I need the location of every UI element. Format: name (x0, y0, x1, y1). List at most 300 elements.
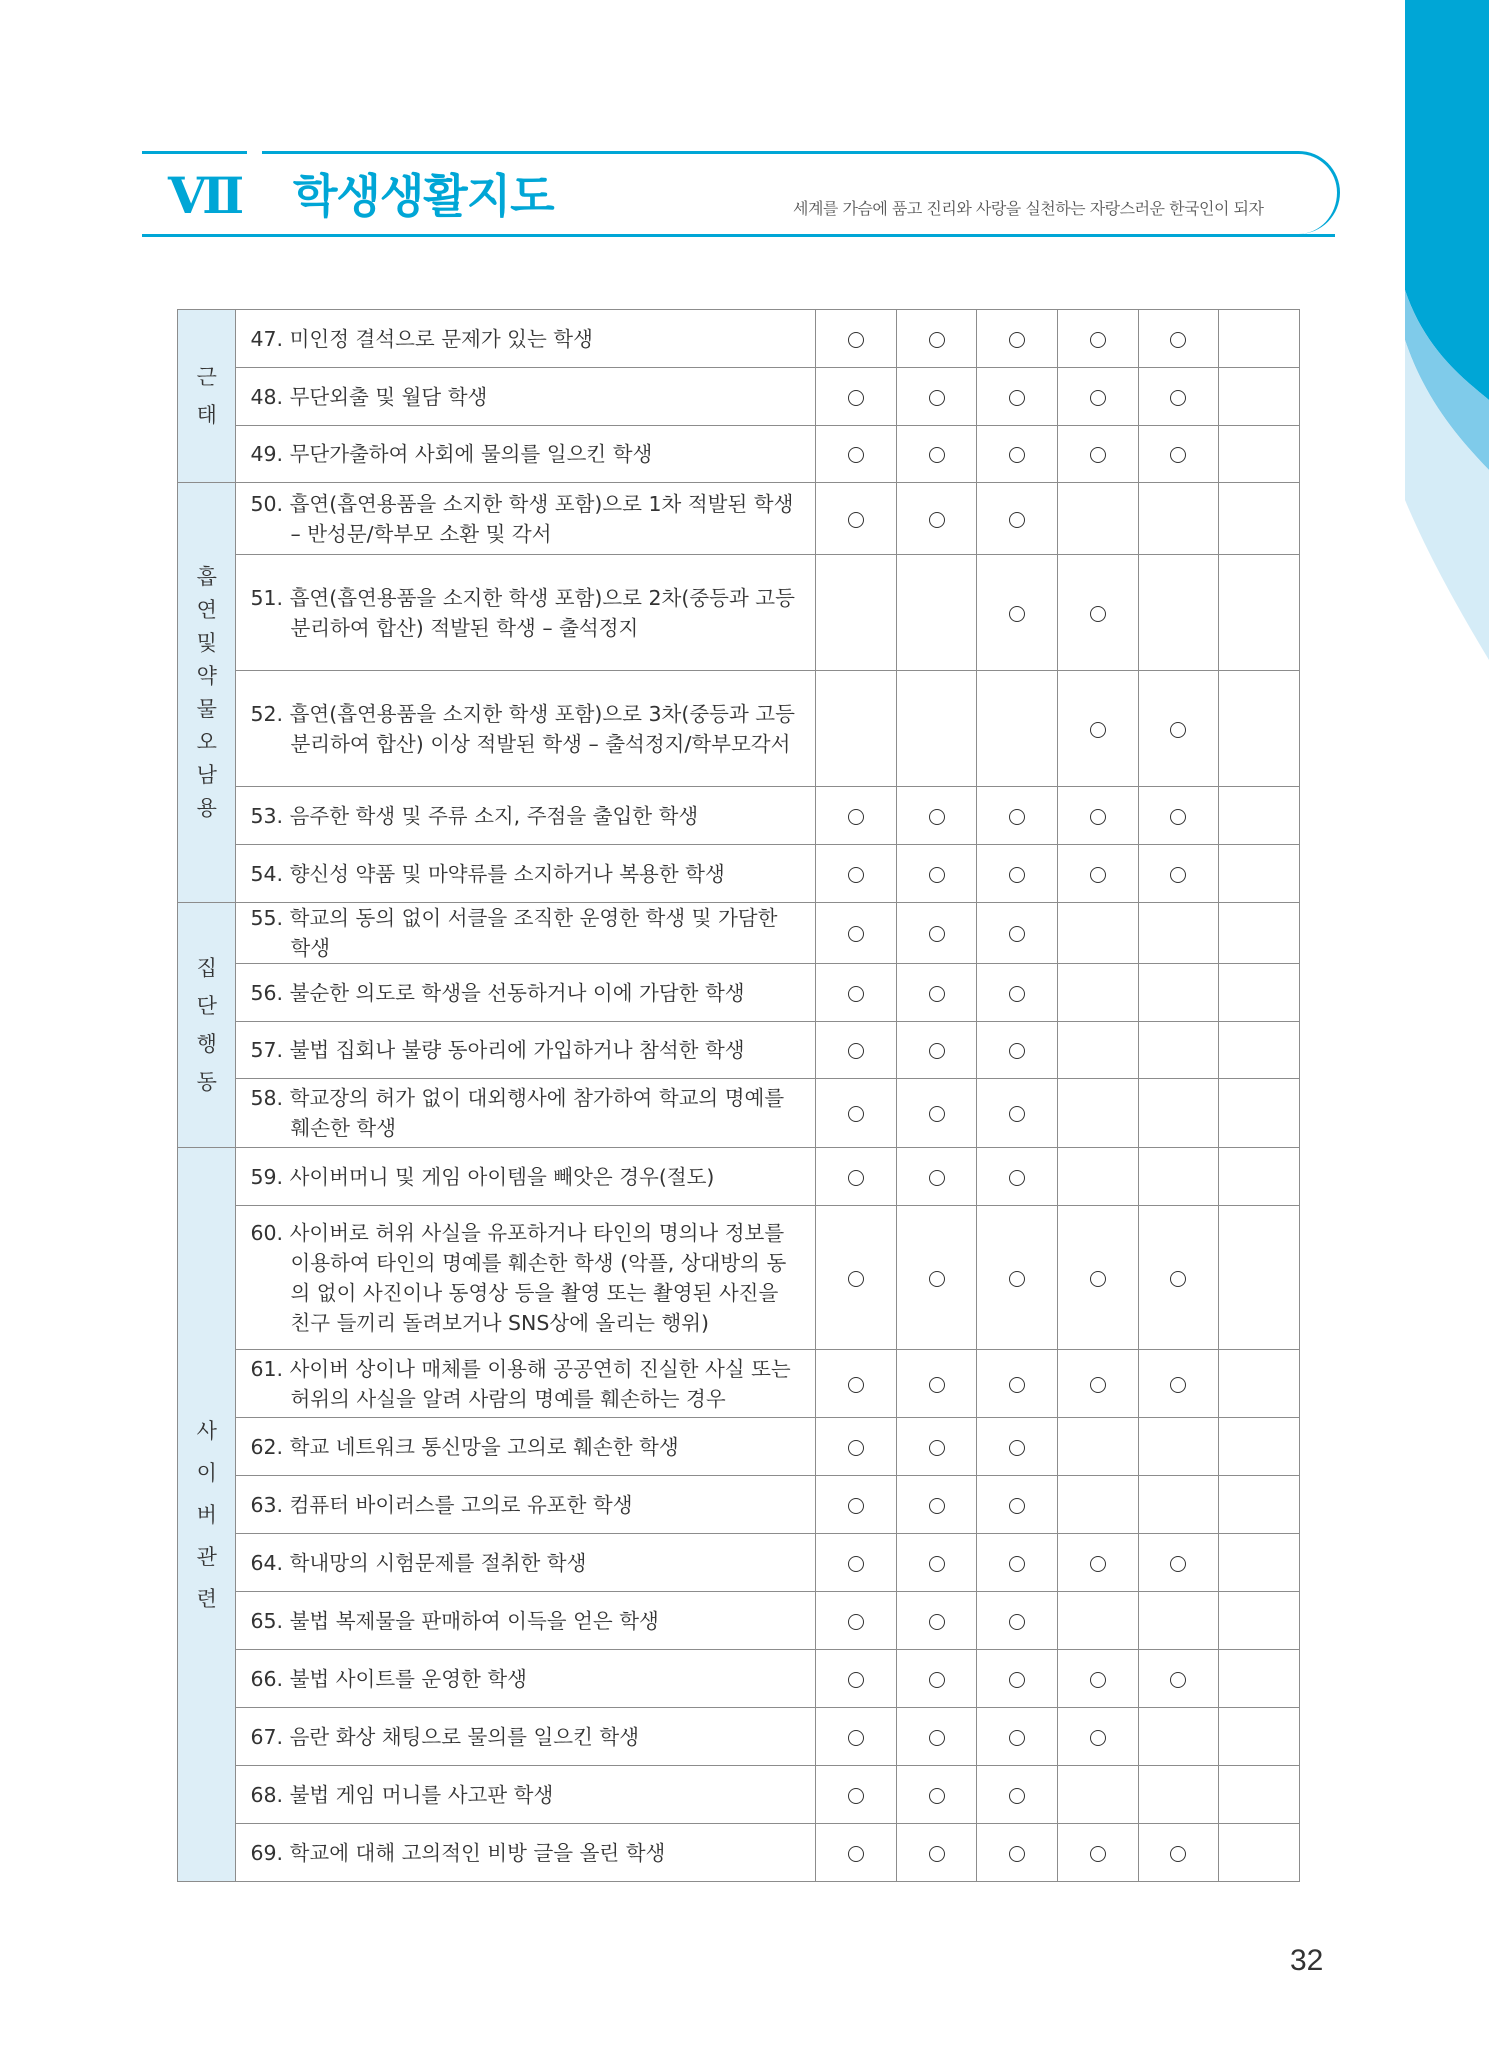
side-decoration (1405, 0, 1489, 660)
mark-cell (1058, 1350, 1139, 1418)
circle-mark-icon (1090, 1377, 1106, 1393)
circle-mark-icon (1009, 1556, 1025, 1572)
mark-cell (1219, 368, 1300, 426)
mark-cell (1058, 310, 1139, 368)
mark-cell (1058, 368, 1139, 426)
circle-mark-icon (1170, 1556, 1186, 1572)
mark-cell (977, 1824, 1058, 1882)
mark-cell (816, 964, 897, 1022)
mark-cell (977, 483, 1058, 555)
circle-mark-icon (848, 986, 864, 1002)
table-row (178, 1350, 1300, 1418)
table-row (178, 1206, 1300, 1350)
item-text: 67. 음란 화상 채팅으로 물의를 일으킨 학생 (250, 1724, 640, 1749)
mark-cell (1138, 1650, 1219, 1708)
mark-cell (1219, 787, 1300, 845)
item-text: 54. 향신성 약품 및 마약류를 소지하거나 복용한 학생 (250, 861, 725, 886)
mark-cell (1058, 1206, 1139, 1350)
mark-cell (977, 426, 1058, 483)
mark-cell (977, 1350, 1058, 1418)
table-row (178, 671, 1300, 787)
circle-mark-icon (929, 1556, 945, 1572)
mark-cell (896, 1022, 977, 1079)
table-row (178, 1650, 1300, 1708)
category-label: 흡연및약물오남용 (196, 564, 217, 820)
circle-mark-icon (848, 809, 864, 825)
mark-cell (977, 1534, 1058, 1592)
circle-mark-icon (1090, 447, 1106, 463)
mark-cell (816, 1418, 897, 1476)
circle-mark-icon (848, 1106, 864, 1122)
item-text: 68. 불법 게임 머니를 사고판 학생 (250, 1782, 554, 1807)
category-label: 사이버관련 (196, 1418, 217, 1611)
mark-cell (1138, 671, 1219, 787)
mark-cell (1058, 426, 1139, 483)
circle-mark-icon (848, 926, 864, 942)
mark-cell (816, 368, 897, 426)
mark-cell (816, 1824, 897, 1882)
mark-cell (1058, 1418, 1139, 1476)
item-cell (236, 1534, 816, 1592)
circle-mark-icon (848, 1556, 864, 1572)
circle-mark-icon (1090, 390, 1106, 406)
mark-cell (896, 964, 977, 1022)
circle-mark-icon (848, 1170, 864, 1186)
mark-cell (1219, 1650, 1300, 1708)
circle-mark-icon (848, 867, 864, 883)
mark-cell (1058, 787, 1139, 845)
mark-cell (1219, 1824, 1300, 1882)
item-cell (236, 845, 816, 903)
mark-cell (816, 1206, 897, 1350)
item-text: 52. 흡연(흡연용품을 소지한 학생 포함)으로 3차(중등과 고등 분리하여 합산) 이상 적발된 학생 – 출석정지/학부모각서 (250, 701, 795, 756)
circle-mark-icon (929, 1377, 945, 1393)
mark-cell (816, 903, 897, 964)
circle-mark-icon (848, 1846, 864, 1862)
circle-mark-icon (1170, 1271, 1186, 1287)
circle-mark-icon (1090, 1672, 1106, 1688)
circle-mark-icon (1170, 1377, 1186, 1393)
table-row (178, 1148, 1300, 1206)
mark-cell (977, 1592, 1058, 1650)
mark-cell (896, 1079, 977, 1148)
mark-cell (816, 1350, 897, 1418)
mark-cell (896, 1592, 977, 1650)
mark-cell (1138, 787, 1219, 845)
item-text: 63. 컴퓨터 바이러스를 고의로 유포한 학생 (250, 1492, 633, 1517)
mark-cell (1058, 671, 1139, 787)
circle-mark-icon (1170, 722, 1186, 738)
category-cell (178, 1148, 236, 1882)
chapter-title: 학생생활지도 (293, 169, 554, 223)
circle-mark-icon (929, 1614, 945, 1630)
mark-cell (1138, 1592, 1219, 1650)
mark-cell (816, 1766, 897, 1824)
item-cell (236, 1079, 816, 1148)
mark-cell (816, 1079, 897, 1148)
category-label: 근태 (196, 365, 217, 427)
item-cell (236, 1650, 816, 1708)
mark-cell (816, 1534, 897, 1592)
item-cell (236, 426, 816, 483)
mark-cell (1058, 1824, 1139, 1882)
mark-cell (1219, 1592, 1300, 1650)
item-text: 56. 불순한 의도로 학생을 선동하거나 이에 가담한 학생 (250, 980, 745, 1005)
mark-cell (1219, 671, 1300, 787)
item-cell (236, 1022, 816, 1079)
circle-mark-icon (848, 447, 864, 463)
chapter-motto: 세계를 가슴에 품고 진리와 사랑을 실천하는 자랑스러운 한국인이 되자 (793, 199, 1264, 218)
circle-mark-icon (1009, 390, 1025, 406)
mark-cell (816, 1476, 897, 1534)
item-text: 62. 학교 네트워크 통신망을 고의로 훼손한 학생 (250, 1434, 679, 1459)
mark-cell (977, 1476, 1058, 1534)
mark-cell (816, 845, 897, 903)
mark-cell (1138, 1350, 1219, 1418)
item-cell (236, 1418, 816, 1476)
circle-mark-icon (929, 332, 945, 348)
category-label: 집단행동 (196, 956, 217, 1094)
item-text: 58. 학교장의 허가 없이 대외행사에 참가하여 학교의 명예를 훼손한 학생 (250, 1086, 785, 1140)
mark-cell (1219, 310, 1300, 368)
mark-cell (896, 555, 977, 671)
item-cell (236, 1206, 816, 1350)
circle-mark-icon (929, 447, 945, 463)
mark-cell (1138, 1766, 1219, 1824)
circle-mark-icon (848, 1043, 864, 1059)
circle-mark-icon (1090, 1271, 1106, 1287)
item-text: 65. 불법 복제물을 판매하여 이득을 얻은 학생 (250, 1608, 659, 1633)
mark-cell (1138, 1148, 1219, 1206)
category-cell (178, 483, 236, 903)
circle-mark-icon (929, 926, 945, 942)
mark-cell (1058, 1148, 1139, 1206)
mark-cell (1138, 845, 1219, 903)
mark-cell (896, 1650, 977, 1708)
circle-mark-icon (929, 1846, 945, 1862)
mark-cell (1219, 1418, 1300, 1476)
circle-mark-icon (1170, 447, 1186, 463)
mark-cell (896, 1766, 977, 1824)
circle-mark-icon (1009, 1106, 1025, 1122)
circle-mark-icon (929, 1440, 945, 1456)
mark-cell (896, 1206, 977, 1350)
circle-mark-icon (1170, 1672, 1186, 1688)
circle-mark-icon (1009, 1614, 1025, 1630)
mark-cell (1219, 1079, 1300, 1148)
item-text: 57. 불법 집회나 불량 동아리에 가입하거나 참석한 학생 (250, 1038, 745, 1062)
table-row (178, 787, 1300, 845)
mark-cell (816, 1708, 897, 1766)
mark-cell (1058, 1592, 1139, 1650)
circle-mark-icon (1009, 606, 1025, 622)
item-cell (236, 1350, 816, 1418)
circle-mark-icon (1009, 1498, 1025, 1514)
mark-cell (1219, 483, 1300, 555)
table-row (178, 426, 1300, 483)
item-cell (236, 1766, 816, 1824)
item-text: 64. 학내망의 시험문제를 절취한 학생 (250, 1550, 587, 1575)
circle-mark-icon (1009, 867, 1025, 883)
circle-mark-icon (848, 1377, 864, 1393)
mark-cell (1058, 1534, 1139, 1592)
item-cell (236, 483, 816, 555)
mark-cell (1138, 555, 1219, 671)
mark-cell (896, 1350, 977, 1418)
item-cell (236, 787, 816, 845)
circle-mark-icon (1090, 1730, 1106, 1746)
mark-cell (896, 483, 977, 555)
table-row (178, 310, 1300, 368)
circle-mark-icon (1009, 926, 1025, 942)
circle-mark-icon (929, 1170, 945, 1186)
header-rule-left (142, 151, 247, 154)
item-text: 49. 무단가출하여 사회에 물의를 일으킨 학생 (250, 442, 653, 466)
circle-mark-icon (1170, 809, 1186, 825)
mark-cell (1138, 964, 1219, 1022)
circle-mark-icon (929, 390, 945, 406)
mark-cell (1058, 555, 1139, 671)
mark-cell (977, 1708, 1058, 1766)
item-text: 55. 학교의 동의 없이 서클을 조직한 운영한 학생 및 가담한 학생 (250, 906, 778, 960)
mark-cell (896, 1418, 977, 1476)
item-text: 61. 사이버 상이나 매체를 이용해 공공연히 진실한 사실 또는 허위의 사실을 알려 사람의 명예를 훼손하는 경우 (250, 1356, 791, 1411)
item-cell (236, 1148, 816, 1206)
mark-cell (1219, 1148, 1300, 1206)
circle-mark-icon (848, 512, 864, 528)
item-cell (236, 1708, 816, 1766)
mark-cell (1219, 1022, 1300, 1079)
mark-cell (1138, 368, 1219, 426)
mark-cell (1219, 1350, 1300, 1418)
circle-mark-icon (848, 1498, 864, 1514)
circle-mark-icon (1009, 1672, 1025, 1688)
mark-cell (1138, 903, 1219, 964)
item-text: 59. 사이버머니 및 게임 아이템을 빼앗은 경우(절도) (250, 1164, 715, 1189)
item-text: 51. 흡연(흡연용품을 소지한 학생 포함)으로 2차(중등과 고등 분리하여 합산) 적발된 학생 – 출석정지 (250, 585, 795, 640)
table-row (178, 483, 1300, 555)
circle-mark-icon (1009, 1440, 1025, 1456)
item-cell (236, 1476, 816, 1534)
mark-cell (1219, 1206, 1300, 1350)
circle-mark-icon (1009, 447, 1025, 463)
mark-cell (1138, 1824, 1219, 1882)
circle-mark-icon (1009, 332, 1025, 348)
item-text: 47. 미인정 결석으로 문제가 있는 학생 (250, 326, 593, 351)
table-row (178, 1079, 1300, 1148)
mark-cell (977, 1148, 1058, 1206)
circle-mark-icon (848, 332, 864, 348)
circle-mark-icon (1170, 390, 1186, 406)
mark-cell (896, 426, 977, 483)
circle-mark-icon (848, 1730, 864, 1746)
circle-mark-icon (1009, 1788, 1025, 1804)
circle-mark-icon (1090, 606, 1106, 622)
circle-mark-icon (929, 512, 945, 528)
mark-cell (1219, 964, 1300, 1022)
mark-cell (1138, 1476, 1219, 1534)
mark-cell (816, 787, 897, 845)
mark-cell (1058, 483, 1139, 555)
item-text: 60. 사이버로 허위 사실을 유포하거나 타인의 명의나 정보를 이용하여 타인의 명예를 훼손한 학생 (악플, 상대방의 동의 없이 사진이나 동영상 등을 촬영 또는 촬영된 사진을 친구 들끼리 돌려보거나 SNS상에 올리는 행위) (250, 1220, 787, 1335)
circle-mark-icon (848, 390, 864, 406)
table-row (178, 1534, 1300, 1592)
mark-cell (896, 1708, 977, 1766)
circle-mark-icon (1170, 867, 1186, 883)
table-row (178, 1766, 1300, 1824)
circle-mark-icon (1090, 1556, 1106, 1572)
mark-cell (977, 845, 1058, 903)
mark-cell (816, 1592, 897, 1650)
circle-mark-icon (1009, 1730, 1025, 1746)
table-row (178, 1592, 1300, 1650)
mark-cell (977, 310, 1058, 368)
mark-cell (816, 483, 897, 555)
item-text: 66. 불법 사이트를 운영한 학생 (250, 1666, 527, 1691)
mark-cell (1058, 1766, 1139, 1824)
circle-mark-icon (929, 867, 945, 883)
circle-mark-icon (929, 1498, 945, 1514)
mark-cell (816, 426, 897, 483)
mark-cell (977, 964, 1058, 1022)
item-text: 50. 흡연(흡연용품을 소지한 학생 포함)으로 1차 적발된 학생 – 반성문/학부모 소환 및 각서 (250, 491, 794, 546)
mark-cell (1219, 1534, 1300, 1592)
item-text: 53. 음주한 학생 및 주류 소지, 주점을 출입한 학생 (250, 803, 699, 828)
circle-mark-icon (1090, 1846, 1106, 1862)
mark-cell (1219, 1708, 1300, 1766)
mark-cell (816, 555, 897, 671)
circle-mark-icon (1170, 332, 1186, 348)
mark-cell (1138, 1708, 1219, 1766)
circle-mark-icon (929, 1271, 945, 1287)
mark-cell (896, 903, 977, 964)
mark-cell (1058, 1650, 1139, 1708)
circle-mark-icon (929, 1106, 945, 1122)
mark-cell (977, 787, 1058, 845)
mark-cell (1138, 310, 1219, 368)
circle-mark-icon (1009, 1271, 1025, 1287)
item-text: 69. 학교에 대해 고의적인 비방 글을 올린 학생 (250, 1840, 666, 1865)
mark-cell (896, 310, 977, 368)
circle-mark-icon (848, 1614, 864, 1630)
circle-mark-icon (929, 809, 945, 825)
mark-cell (896, 1148, 977, 1206)
circle-mark-icon (848, 1271, 864, 1287)
mark-cell (1058, 1476, 1139, 1534)
mark-cell (977, 368, 1058, 426)
mark-cell (977, 671, 1058, 787)
mark-cell (1138, 483, 1219, 555)
mark-cell (977, 1650, 1058, 1708)
mark-cell (896, 1476, 977, 1534)
mark-cell (977, 903, 1058, 964)
mark-cell (896, 1824, 977, 1882)
mark-cell (896, 1534, 977, 1592)
circle-mark-icon (1090, 722, 1106, 738)
mark-cell (977, 1079, 1058, 1148)
circle-mark-icon (929, 1672, 945, 1688)
item-cell (236, 368, 816, 426)
chapter-number: Ⅶ (168, 166, 243, 225)
mark-cell (977, 1418, 1058, 1476)
mark-cell (1219, 555, 1300, 671)
mark-cell (816, 671, 897, 787)
mark-cell (1058, 903, 1139, 964)
mark-cell (1058, 1708, 1139, 1766)
mark-cell (1058, 1022, 1139, 1079)
mark-cell (977, 555, 1058, 671)
mark-cell (1058, 1079, 1139, 1148)
table-row (178, 1022, 1300, 1079)
circle-mark-icon (1170, 1846, 1186, 1862)
circle-mark-icon (848, 1440, 864, 1456)
mark-cell (816, 1022, 897, 1079)
circle-mark-icon (1009, 1846, 1025, 1862)
circle-mark-icon (1009, 512, 1025, 528)
mark-cell (896, 671, 977, 787)
mark-cell (1219, 1476, 1300, 1534)
mark-cell (1138, 1418, 1219, 1476)
mark-cell (1138, 1206, 1219, 1350)
table-row (178, 1476, 1300, 1534)
mark-cell (816, 1650, 897, 1708)
mark-cell (896, 368, 977, 426)
circle-mark-icon (929, 1043, 945, 1059)
mark-cell (977, 1766, 1058, 1824)
table-row (178, 845, 1300, 903)
circle-mark-icon (848, 1788, 864, 1804)
table-row (178, 964, 1300, 1022)
category-cell (178, 903, 236, 1148)
mark-cell (1138, 1022, 1219, 1079)
table-row (178, 1708, 1300, 1766)
circle-mark-icon (1009, 986, 1025, 1002)
mark-cell (1058, 964, 1139, 1022)
circle-mark-icon (929, 1730, 945, 1746)
circle-mark-icon (1009, 1043, 1025, 1059)
discipline-table (177, 309, 1300, 1882)
table-row (178, 368, 1300, 426)
mark-cell (816, 310, 897, 368)
table-row (178, 1418, 1300, 1476)
header-rule-bottom (142, 234, 1335, 237)
circle-mark-icon (929, 1788, 945, 1804)
mark-cell (1138, 426, 1219, 483)
mark-cell (1138, 1534, 1219, 1592)
circle-mark-icon (1090, 332, 1106, 348)
item-cell (236, 903, 816, 964)
table-row (178, 903, 1300, 964)
circle-mark-icon (848, 1672, 864, 1688)
mark-cell (896, 787, 977, 845)
circle-mark-icon (1009, 809, 1025, 825)
mark-cell (1138, 1079, 1219, 1148)
item-cell (236, 310, 816, 368)
mark-cell (977, 1022, 1058, 1079)
mark-cell (896, 845, 977, 903)
table-row (178, 555, 1300, 671)
item-cell (236, 964, 816, 1022)
mark-cell (977, 1206, 1058, 1350)
circle-mark-icon (1009, 1170, 1025, 1186)
mark-cell (1058, 845, 1139, 903)
mark-cell (1219, 426, 1300, 483)
mark-cell (1219, 845, 1300, 903)
table-row (178, 1824, 1300, 1882)
mark-cell (1219, 903, 1300, 964)
circle-mark-icon (929, 986, 945, 1002)
item-text: 48. 무단외출 및 월담 학생 (250, 384, 488, 409)
